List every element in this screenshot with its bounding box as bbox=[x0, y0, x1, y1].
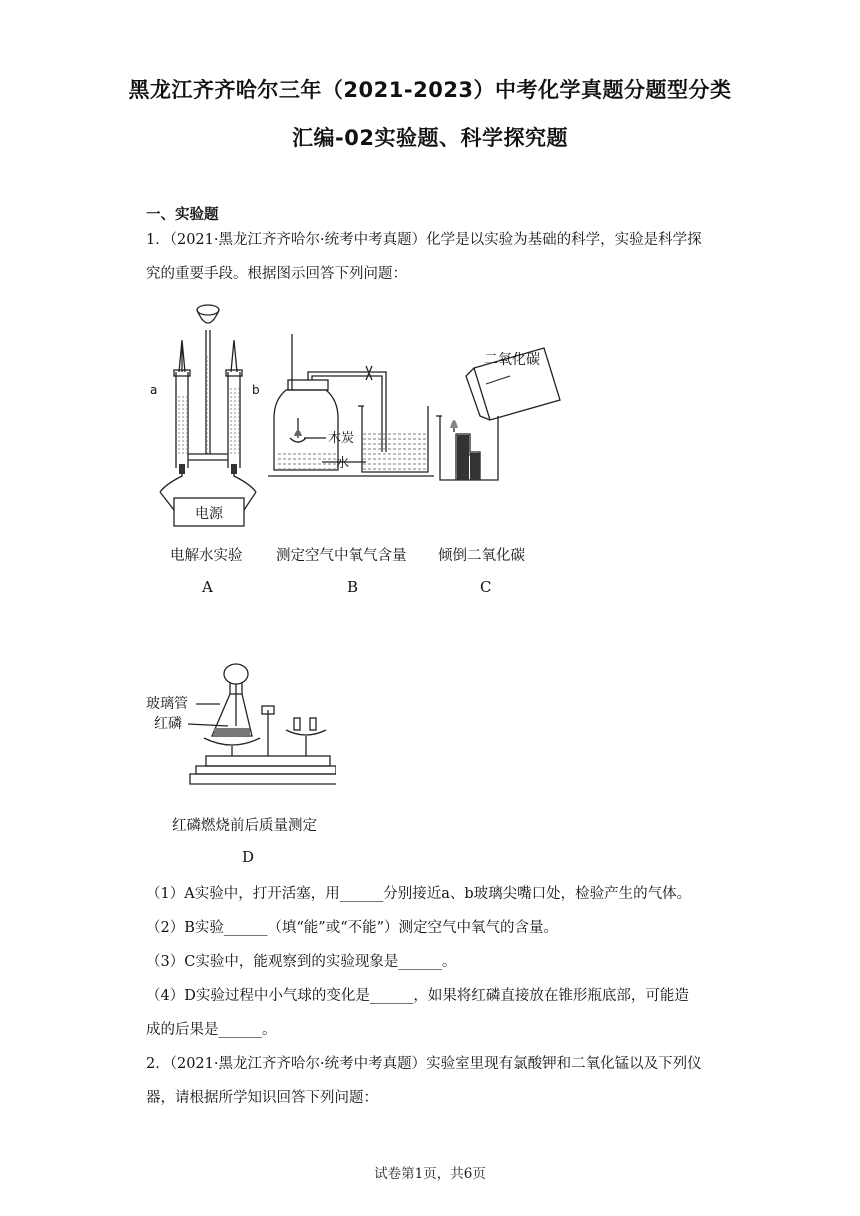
figure-b-letter: B bbox=[347, 578, 359, 596]
question-2-line2: 器，请根据所学知识回答下列问题： bbox=[146, 1090, 378, 1106]
figure-d-red-phosphorus-label: 红磷 bbox=[154, 716, 182, 732]
figure-a-electrolysis-apparatus bbox=[146, 296, 276, 530]
figure-b-charcoal-label: 木炭 bbox=[328, 431, 355, 446]
figure-b-water-label: 水 bbox=[336, 456, 350, 471]
figure-a-label-b: b bbox=[252, 383, 260, 397]
figure-c-caption: 倾倒二氧化碳 bbox=[438, 548, 525, 564]
figure-c-letter: C bbox=[480, 578, 492, 596]
question-1-sub3: （3）C实验中，能观察到的实验现象是______。 bbox=[146, 954, 457, 970]
question-1-sub4-line1: （4）D实验过程中小气球的变化是______，如果将红磷直接放在锥形瓶底部，可能造 bbox=[146, 988, 689, 1004]
figure-a-caption: 电解水实验 bbox=[170, 548, 243, 564]
figure-d-caption: 红磷燃烧前后质量测定 bbox=[172, 818, 317, 834]
figure-a-letter: A bbox=[202, 578, 213, 596]
document-title-line1: 黑龙江齐齐哈尔三年（2021-2023）中考化学真题分题型分类 bbox=[128, 78, 732, 102]
figure-c-co2-label: 二氧化碳 bbox=[484, 352, 540, 368]
section-heading: 一、实验题 bbox=[146, 207, 219, 223]
figure-a-power-label: 电源 bbox=[195, 506, 223, 522]
document-title-line2: 汇编-02实验题、科学探究题 bbox=[292, 126, 568, 150]
figure-b-oxygen-measurement-apparatus bbox=[268, 332, 438, 482]
page-footer: 试卷第1页，共6页 bbox=[374, 1166, 486, 1182]
figure-d-letter: D bbox=[242, 848, 255, 866]
question-1-sub1: （1）A实验中，打开活塞，用______分别接近a、b玻璃尖嘴口处，检验产生的气体。 bbox=[146, 886, 692, 902]
figure-c-co2-pouring-apparatus bbox=[434, 340, 590, 482]
question-2-line1: 2．（2021·黑龙江齐齐哈尔·统考中考真题）实验室里现有氯酸钾和二氧化锰以及下列仪 bbox=[146, 1056, 702, 1072]
figure-b-caption: 测定空气中氧气含量 bbox=[276, 548, 407, 564]
figure-d-phosphorus-balance-apparatus bbox=[146, 660, 336, 790]
question-1-line1: 1．（2021·黑龙江齐齐哈尔·统考中考真题）化学是以实验为基础的科学，实验是科学探 bbox=[146, 232, 702, 248]
question-1-line2: 究的重要手段。根据图示回答下列问题： bbox=[146, 266, 407, 282]
figure-d-glass-tube-label: 玻璃管 bbox=[146, 696, 188, 712]
question-1-sub4-line2: 成的后果是______。 bbox=[146, 1022, 277, 1038]
question-1-sub2: （2）B实验______（填“能”或“不能”）测定空气中氧气的含量。 bbox=[146, 920, 559, 936]
figure-a-label-a: a bbox=[150, 383, 158, 397]
